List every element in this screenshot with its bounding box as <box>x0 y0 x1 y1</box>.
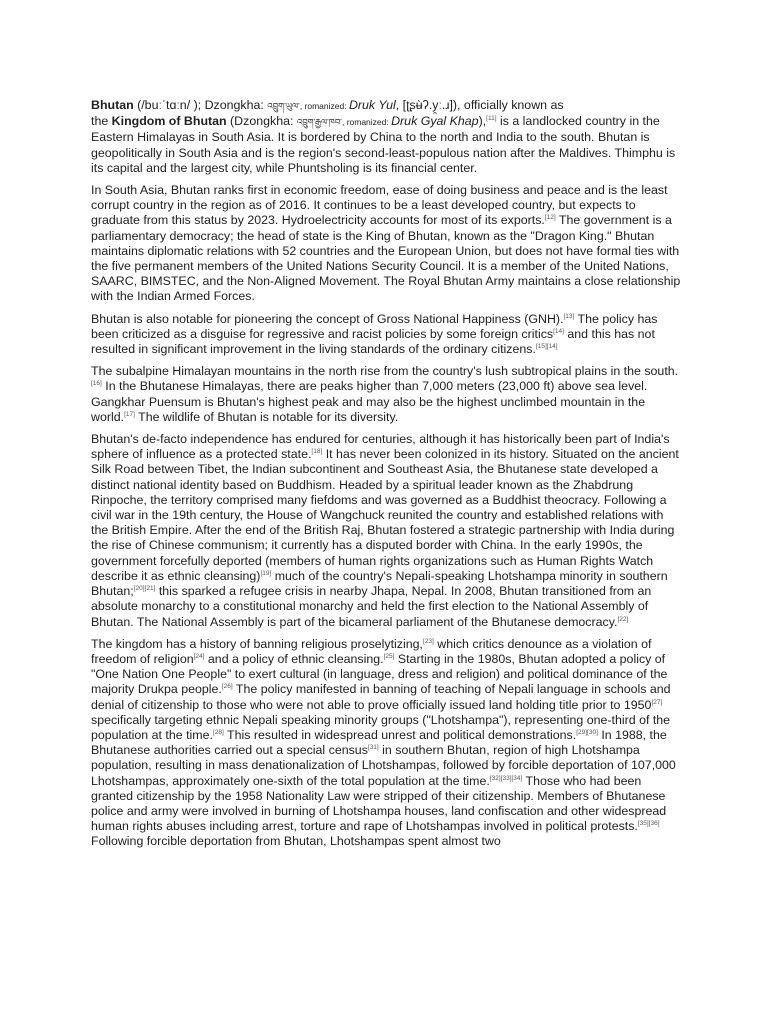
lead-the: the <box>91 114 112 129</box>
paragraph-text: Those who had been granted citizenship by the 1958 Nationality Law were stripped of their citizenship. Members of Bhutanese police and army were involved in burning of Lhotshampa houses, land confiscation and other widespread human rights abuses including arrest, torture and rape of Lhotshampas involved in political protests. <box>91 773 667 834</box>
official-name: Kingdom of Bhutan <box>111 114 227 129</box>
paragraph-text: The policy manifested in banning of teaching of Nepali language in schools and denial of citizenship to those who were not able to prove officially issued land holding title prior to 1950 <box>91 682 671 712</box>
dzongkha-script: འབྲུག་ཡུལ་ <box>267 101 300 111</box>
citation-link[interactable]: [20][21] <box>133 585 156 593</box>
paragraph-text: The kingdom has a history of banning religious proselytizing, <box>91 636 423 651</box>
paragraph-text: which critics denounce as a violation of freedom of religion <box>91 636 652 666</box>
paragraph-text: specifically targeting ethnic Nepali speaking minority groups ("Lhotshampa"), representing one-third of the population at the time. <box>91 712 671 742</box>
lead-close: ), <box>478 114 487 129</box>
citation-link[interactable]: [15][14] <box>535 343 558 351</box>
romanized-name: Druk Yul <box>348 98 396 112</box>
citation-link[interactable]: [13] <box>563 312 575 320</box>
citation-link[interactable]: [16] <box>91 380 102 388</box>
paragraph-text: much of the country's Nepali-speaking Lhotshampa minority in southern Bhutan; <box>91 568 668 599</box>
paragraph-text: The subalpine Himalayan mountains in the north rise from the country's lush subtropical plains in the south. <box>91 364 679 379</box>
citation-link[interactable]: [25] <box>383 652 395 660</box>
paragraph-text: The government is a parliamentary democracy; the head of state is the King of Bhutan, known as the "Dragon King." Bhutan maintains diplomatic relations with 52 countries and the European Union, but does not have formal ties with the five permanent members of the United Nations Security Council. It is a member of the United Nations, SAARC, BIMSTEC, and the Non-Aligned Movement. The Royal Bhutan Army maintains a close relationship with the Indian Armed Forces. <box>91 213 681 304</box>
citation-link[interactable]: [18] <box>311 448 323 456</box>
citation-link[interactable]: [28] <box>212 728 224 736</box>
lead-paragraph <box>91 98 681 176</box>
paragraph-text: this sparked a refugee crisis in nearby Jhapa, Nepal. In 2008, Bhutan transitioned from an absolute monarchy to a constitutional monarchy and held the first election to the National Assembly of Bhutan. The National Assembly is part of the bicameral parliament of the Bhutanese democracy. <box>91 584 652 629</box>
romanized-label: , romanized: <box>299 101 349 111</box>
paragraph-economy <box>91 183 681 305</box>
citation-link[interactable]: [24] <box>193 652 205 660</box>
ipa-text: , [ʈʂʉ̀ʔ.y̯ː.ɹ]), officially known as <box>395 98 564 112</box>
paragraph-text: It has never been colonized in its history. Situated on the ancient Silk Road between Tibet, the Indian subcontinent and Southeast Asia, the Bhutanese state developed a distinct national identity based on Buddhism. Headed by a spiritual leader known as the Zhabdrung Rinpoche, the territory comprised many fiefdoms and was governed as a Buddhist theocracy. Following a civil war in the 19th century, the House of Wangchuck reunited the country and established relations with the British Empire. After the end of the British Raj, Bhutan fostered a strategic partnership with India during the rise of Chinese communism; it currently has a disputed border with China. In the early 1990s, the government forcefully deported (members of human rights organizations such as Human Rights Watch describe it as ethnic cleansing) <box>91 447 679 583</box>
citation-link[interactable]: [19] <box>260 569 272 577</box>
paragraph-text: This resulted in widespread unrest and political demonstrations. <box>223 727 577 742</box>
paragraph-geography <box>91 364 681 425</box>
romanized-official-name: Druk Gyal Khap <box>391 114 479 129</box>
paragraph-text: In South Asia, Bhutan ranks first in economic freedom, ease of doing business and peace and is the least corrupt country in the region as of 2016. It continues to be a least developed country, but expects to graduate from this status by 2023. Hydroelectricity accounts for most of its exports. <box>91 183 668 228</box>
lead-text: is a landlocked country in the Eastern Himalayas in South Asia. It is bordered by China to the north and India to the south. Bhutan is geopolitically in South Asia and is the region's second-least-populous nation after the Maldives. Thimphu is its capital and the largest city, while Phuntsholing is its financial center. <box>91 114 676 175</box>
citation-link[interactable]: [17] <box>124 410 135 418</box>
citation-link[interactable]: [23] <box>422 637 434 645</box>
romanized-label-official: , romanized: <box>341 117 392 128</box>
paragraph-text: and a policy of ethnic cleansing. <box>204 651 384 666</box>
paragraph-text: The policy has been criticized as a disguise for regressive and racist policies by some foreign critics <box>91 311 658 341</box>
paragraph-text: Starting in the 1980s, Bhutan adopted a policy of "One Nation One People" to exert cultural (in language, dress and religion) and political dominance of the majority Drukpa people. <box>91 651 668 697</box>
citation-link[interactable]: [29][30] <box>576 728 598 736</box>
citation-link[interactable]: [31] <box>367 744 379 752</box>
paragraph-text: Following forcible deportation from Bhutan, Lhotshampas spent almost two <box>91 834 501 849</box>
paragraph-text: in southern Bhutan, region of high Lhotshampa population, resulting in mass denationalization of Lhotshampas, followed by forcible deportation of 107,000 Lhotshampas, approximately one-sixth of the total population at the time. <box>91 743 676 788</box>
paragraph-history <box>91 432 681 630</box>
pronunciation: (/buːˈtɑːn/ ); Dzongkha: <box>133 98 268 112</box>
citation-link[interactable]: [32][33][34] <box>489 774 523 782</box>
paragraph-text: Bhutan's de-facto independence has endured for centuries, although it has historically been part of India's sphere of influence as a protected state. <box>91 432 670 462</box>
citation-link[interactable]: [11] <box>486 115 497 123</box>
paragraph-text: In 1988, the Bhutanese authorities carried out a special census <box>91 727 667 758</box>
citation-link[interactable]: [26] <box>221 683 233 691</box>
paragraph-text: and this has not resulted in significant improvement in the living standards of the ordinary citizens. <box>91 326 655 357</box>
citation-link[interactable]: [22] <box>617 615 629 623</box>
dzongkha-script-official: འབྲུག་རྒྱལ་ཁབ་ <box>296 117 342 128</box>
article-subject: Bhutan <box>91 98 134 112</box>
paragraph-religion-policy <box>91 637 681 850</box>
dzongkha-label: (Dzongkha: <box>226 114 297 129</box>
citation-link[interactable]: [27] <box>651 698 663 706</box>
paragraph-text: In the Bhutanese Himalayas, there are peaks higher than 7,000 meters (23,000 ft) above sea level. Gangkhar Puensum is Bhutan's highest peak and may also be the highest unclimbed mountain in the world. <box>91 379 648 424</box>
paragraph-text: Bhutan is also notable for pioneering the concept of Gross National Happiness (GNH). <box>91 311 564 326</box>
paragraph-text: The wildlife of Bhutan is notable for its diversity. <box>134 409 399 424</box>
paragraph-gnh <box>91 312 681 358</box>
citation-link[interactable]: [14] <box>553 327 564 335</box>
article-body <box>91 98 681 857</box>
citation-link[interactable]: [35][36] <box>637 820 660 828</box>
citation-link[interactable]: [12] <box>544 214 556 222</box>
